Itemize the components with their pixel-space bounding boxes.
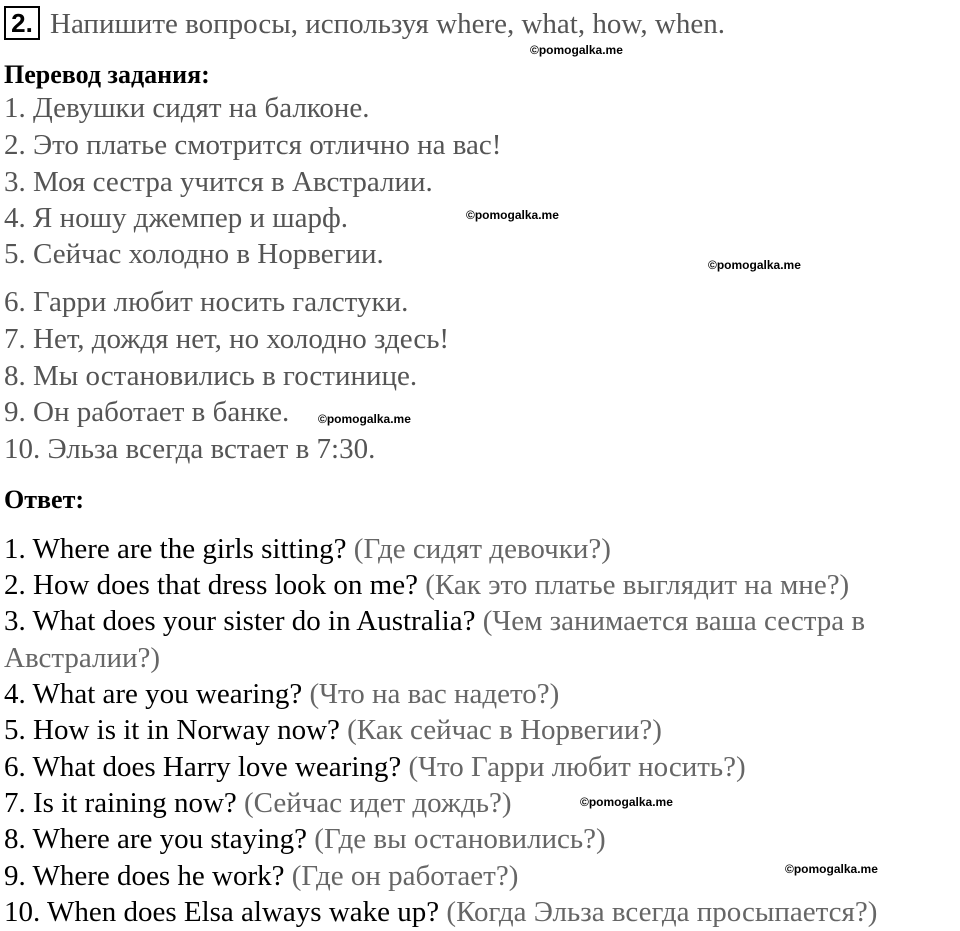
answer-english: 4. What are you wearing? [4, 678, 303, 710]
answer-item [4, 898, 877, 927]
translation-item: 9. Он работает в банке. [4, 396, 290, 428]
answer-russian: (Сейчас идет дождь?) [236, 787, 512, 819]
answer-item [4, 716, 662, 745]
answer-english: 5. How is it in Norway now? [4, 714, 340, 746]
answer-english: 6. What does Harry love wearing? [4, 751, 402, 783]
answer-russian: (Где вы остановились?) [307, 823, 606, 855]
translation-item: 7. Нет, дождя нет, но холодно здесь! [4, 323, 450, 355]
answer-russian: Австралии?) [4, 642, 161, 674]
task-instruction: Напишите вопросы, используя where, what, how, when. [50, 8, 725, 40]
watermark: ©pomogalka.me [466, 208, 559, 222]
answer-russian: (Как это платье выглядит на мне?) [418, 569, 850, 601]
translation-item: 4. Я ношу джемпер и шарф. [4, 202, 348, 234]
answer-russian: (Что на вас надето?) [302, 678, 560, 710]
task-number: 2. [4, 6, 40, 40]
answer-russian: (Что Гарри любит носить?) [401, 751, 746, 783]
answer-item [4, 862, 518, 891]
answer-item [4, 753, 746, 782]
answer-item [4, 825, 606, 854]
answer-russian: (Когда Эльза всегда просыпается?) [439, 896, 878, 928]
watermark: ©pomogalka.me [318, 412, 411, 426]
answer-russian: (Где сидят девочки?) [346, 533, 611, 565]
answer-item [4, 535, 611, 564]
answer-english: 1. Where are the girls sitting? [4, 533, 347, 565]
translation-item: 6. Гарри любит носить галстуки. [4, 286, 409, 318]
answer-item [4, 680, 559, 709]
answer-russian: (Чем занимается ваша сестра в [475, 605, 866, 637]
answer-item [4, 789, 512, 818]
translation-heading: Перевод задания: [4, 60, 210, 89]
translation-item: 3. Моя сестра учится в Австралии. [4, 166, 433, 198]
answer-russian: (Как сейчас в Норвегии?) [339, 714, 662, 746]
translation-item: 10. Эльза всегда встает в 7:30. [4, 433, 376, 465]
answer-russian: (Где он работает?) [284, 860, 519, 892]
translation-item: 1. Девушки сидят на балконе. [4, 92, 370, 124]
watermark: ©pomogalka.me [708, 258, 801, 272]
answer-english: 3. What does your sister do in Australia? [4, 605, 476, 637]
answer-item-continued [4, 644, 160, 673]
answer-item [4, 571, 849, 600]
answer-english: 10. When does Elsa always wake up? [4, 896, 440, 928]
answer-english: 9. Where does he work? [4, 860, 285, 892]
watermark: ©pomogalka.me [530, 43, 623, 57]
watermark: ©pomogalka.me [785, 862, 878, 876]
answer-heading: Ответ: [4, 485, 85, 514]
answer-english: 2. How does that dress look on me? [4, 569, 418, 601]
answer-english: 8. Where are you staying? [4, 823, 308, 855]
answer-item [4, 607, 865, 636]
answer-english: 7. Is it raining now? [4, 787, 237, 819]
translation-item: 8. Мы остановились в гостинице. [4, 360, 418, 392]
translation-item: 5. Сейчас холодно в Норвегии. [4, 238, 384, 270]
translation-item: 2. Это платье смотрится отлично на вас! [4, 129, 502, 161]
watermark: ©pomogalka.me [580, 795, 673, 809]
